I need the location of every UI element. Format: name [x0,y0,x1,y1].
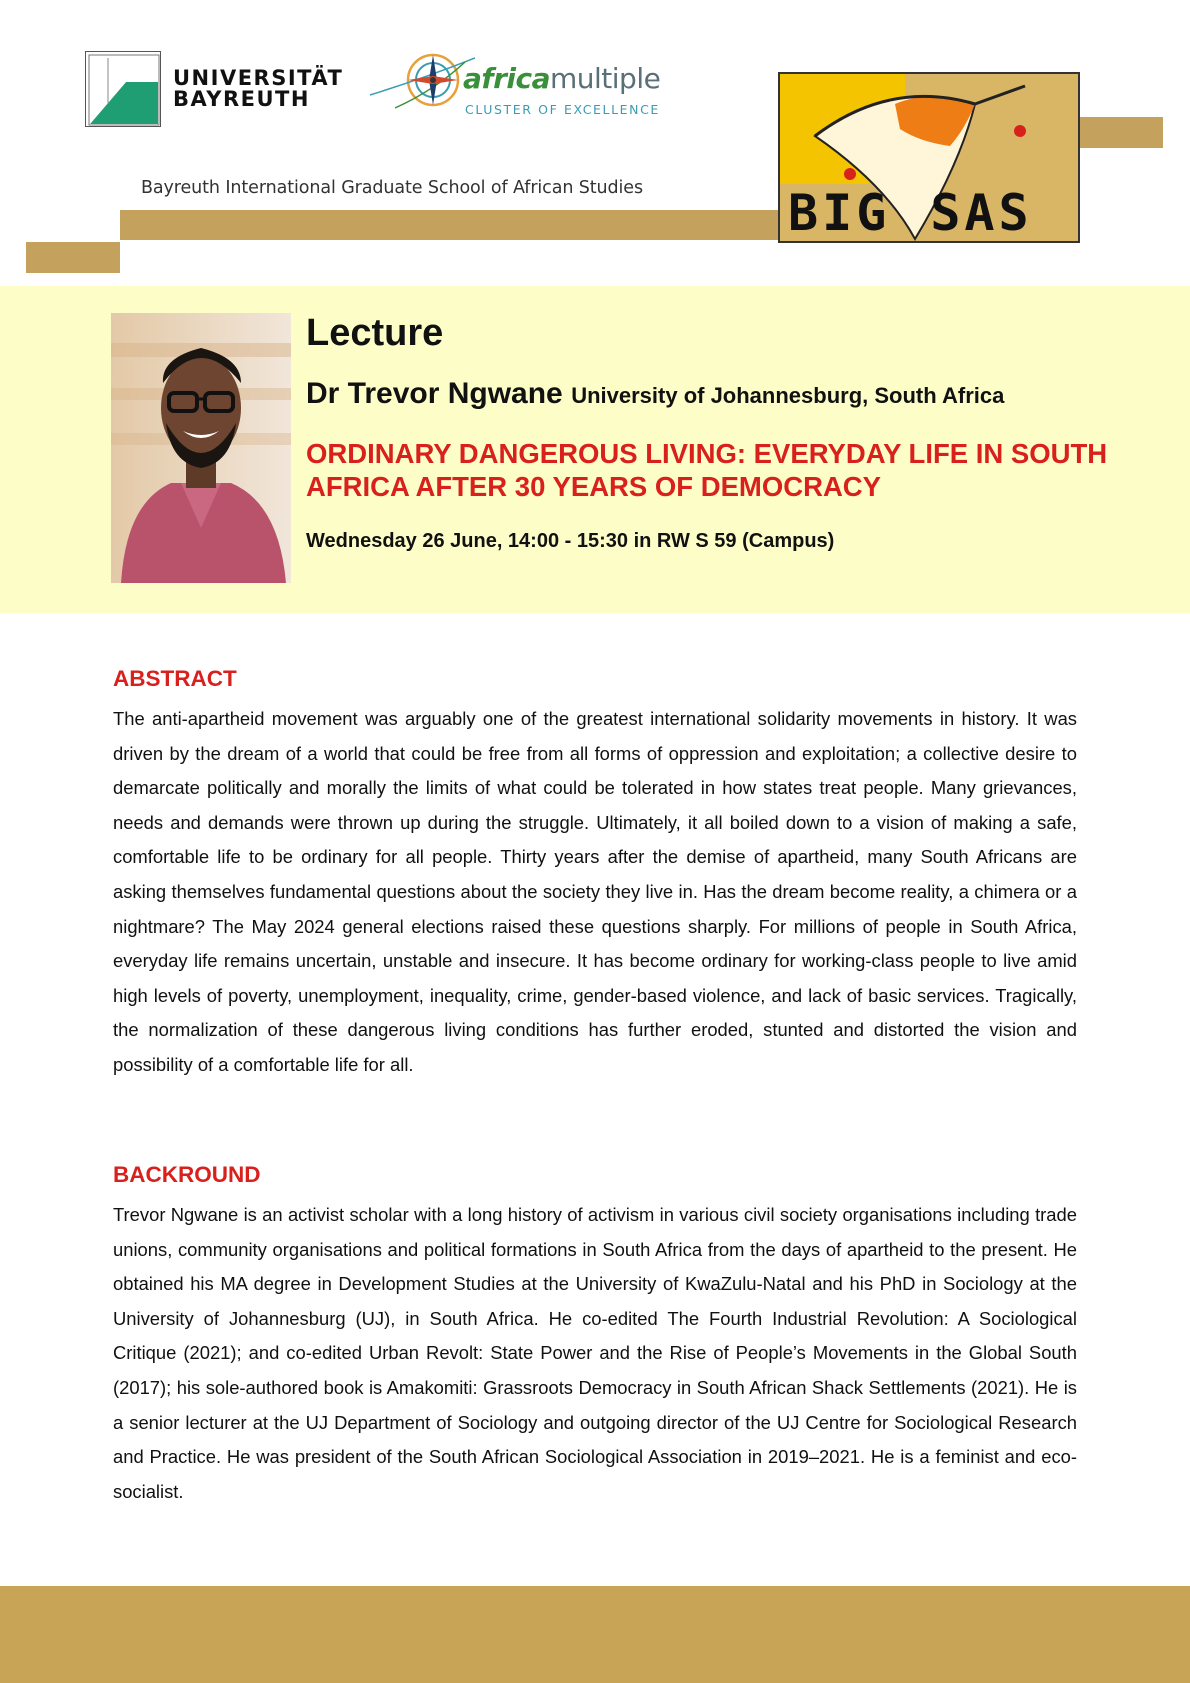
speaker-photo [111,313,291,583]
lecture-label: Lecture [306,312,444,354]
header-gold-bar-small [26,242,120,273]
university-name-line2: BAYREUTH [173,87,310,111]
footer-gold-bar [0,1586,1190,1683]
university-name-line1: UNIVERSITÄT [173,66,344,90]
header-gold-bar [120,210,780,240]
background-heading: BACKROUND [113,1162,261,1187]
university-bayreuth-logo [85,51,345,127]
bigsas-word-right: SAS [930,184,1033,242]
cluster-name-part2: multiple [549,62,661,95]
lecture-date-location: Wednesday 26 June, 14:00 - 15:30 in RW S 59 (Campus) [306,530,835,552]
speaker-portrait-icon [111,313,291,583]
bigsas-word-left: BIG [788,184,891,242]
background-text: Trevor Ngwane is an activist scholar with a long history of activism in various civil society organisations including trade unions, community organisations and political formations in South Africa from the days of apartheid to the present. He obtained his MA degree in Development Studies at the University of KwaZulu-Natal and his PhD in Sociology at the University of Johannesburg (UJ), in South Africa. He co-edited The Fourth Industrial Revolution: A Sociological Critique (2021); and co-edited Urban Revolt: State Power and the Rise of People’s Movements in the Global South (2017); his sole-authored book is Amakomiti: Grassroots Democracy in South African Shack Settlements (2021). He is a senior lecturer at the UJ Department of Sociology and outgoing director of the UJ Centre for Sociological Research and Practice. He was president of the South African Sociological Association in 2019–2021. He is a feminist and eco-socialist. [113,1204,1077,1502]
compass-icon [365,50,475,125]
cluster-name-part1: africa [463,62,550,95]
graduate-school-name: Bayreuth International Graduate School of African Studies [141,178,643,198]
header-gold-bar-right [1080,117,1163,148]
university-name [173,68,343,110]
cluster-name [463,62,660,95]
university-logo-mark-icon [85,51,161,127]
speaker-affiliation: University of Johannesburg, South Africa [571,383,1005,408]
cluster-subtitle: CLUSTER OF EXCELLENCE [465,102,660,117]
abstract-heading: ABSTRACT [113,666,237,691]
bigsas-wordmark [788,184,1033,242]
speaker-name: Dr Trevor Ngwane [306,377,563,410]
abstract-text: The anti-apartheid movement was arguably one of the greatest international solidarity movements in history. It was driven by the dream of a world that could be free from all forms of oppression and exploitation; a collective desire to demarcate politically and morally the limits of what could be tolerated in how states treat people. Many grievances, needs and demands were thrown up during the struggle. Ultimately, it all boiled down to a vision of making a safe, comfortable life to be ordinary for all people. Thirty years after the demise of apartheid, many South Africans are asking themselves fundamental questions about the society they live in. Has the dream become reality, a chimera or a nightmare? The May 2024 general elections raised these questions sharply. For millions of people in South Africa, everyday life remains uncertain, unstable and insecure. It has become ordinary for working-class people to live amid high levels of poverty, unemployment, inequality, crime, gender-based violence, and lack of basic services. Tragically, the normalization of these dangerous living conditions has further eroded, stunted and distorted the vision and possibility of a comfortable life for all. [113,708,1077,1075]
africamultiple-logo [365,50,665,125]
bigsas-logo [778,72,1080,243]
speaker-line [306,377,1004,411]
lecture-title: ORDINARY DANGEROUS LIVING: EVERYDAY LIFE IN SOUTH AFRICA AFTER 30 YEARS OF DEMOCRACY [306,438,1108,502]
